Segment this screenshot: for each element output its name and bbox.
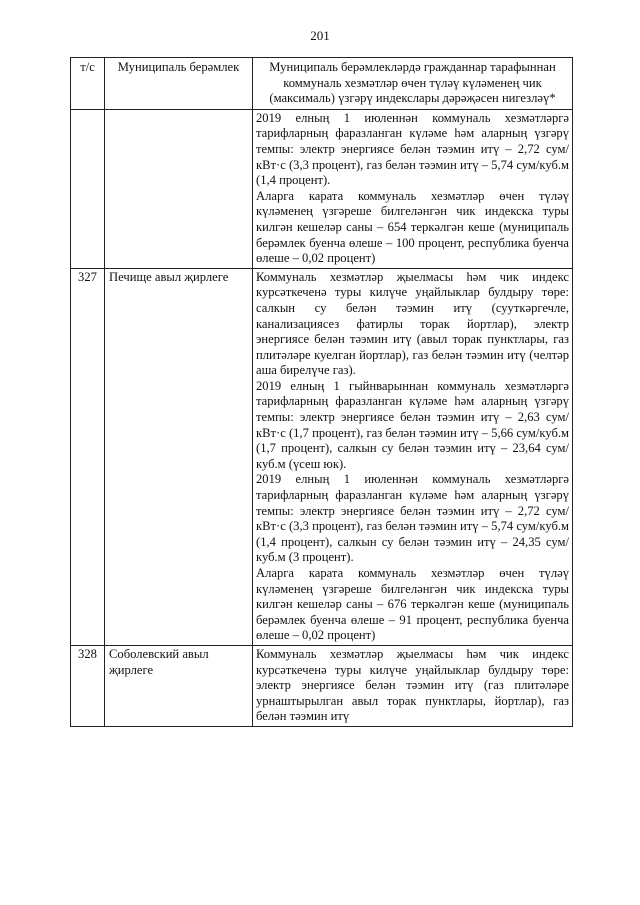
row-basis [253,268,573,645]
row-basis [253,645,573,726]
table-row [71,645,573,726]
row-basis [253,109,573,268]
header-basis: Муниципаль берәмлекләрдә гражданнар тарафыннан коммуналь хезмәтләр өчен түләү күләменең чик (максималь) үзгәрү индекслары дәрәҗәсен нигезләү* [253,58,573,110]
table-row [71,268,573,645]
basis-paragraph: 2019 елның 1 гыйнварыннан коммуналь хезмәтләргә тарифларның фаразланган күләме һәм аларның үзгәрү темпы: электр энергиясе белән тәэмин итү – 2,63 сум/кВт·с (1,7 процент), газ белән тәэмин итү – 5,66 сум/куб.м (1,7 процент), салкын су белән тәэмин итү – 23,64 сум/куб.м (үсеш юк). [256,378,569,471]
basis-paragraph: Аларга карата коммуналь хезмәтләр өчен түләү күләменең үзгәреше билгеләнгән чик индекска туры килгән кешеләр саны – 676 теркәлгән кеше (муниципаль берәмлек буенча өлеше – 91 процент, республика буенча өлеше – 0,02 процент) [256,566,569,643]
table-header-row [71,58,573,110]
header-municipality: Муниципаль берәмлек [105,58,253,110]
header-number: т/с [71,58,105,110]
basis-paragraph: Коммуналь хезмәтләр җыелмасы һәм чик индекс курсәткеченә туры килүче уңайлыклар булдыру төре: электр энергиясе белән тәэмин итү (газ плитәләре урнаштырылган авыл торак пунктлары, йортлар), газ белән тәэмин итү [256,646,569,724]
row-municipality [105,109,253,268]
tariff-index-table [70,57,573,727]
basis-paragraph: 2019 елның 1 июленнән коммуналь хезмәтләргә тарифларның фаразланган күләме һәм аларның үзгәрү темпы: электр энергиясе белән тәэмин итү – 2,72 сум/кВт·с (3,3 процент), газ белән тәэмин итү – 5,74 сум/куб.м (1,4 процент). [256,110,569,188]
row-number [71,109,105,268]
basis-paragraph: 2019 елның 1 июленнән коммуналь хезмәтләргә тарифларның фаразланган күләме һәм аларның үзгәрү темпы: электр энергиясе белән тәэмин итү – 2,72 сум/кВт·с (3,3 процент), газ белән тәэмин итү – 5,74 сум/куб.м (1,4 процент), салкын су белән тәэмин итү – 24,35 сум/куб.м (3 процент). [256,472,569,565]
row-municipality: Печище авыл җирлеге [105,268,253,645]
page-number: 201 [310,28,330,43]
row-number: 327 [71,268,105,645]
row-municipality: Соболевский авыл җирлеге [105,645,253,726]
table-row [71,109,573,268]
row-number: 328 [71,645,105,726]
basis-paragraph: Аларга карата коммуналь хезмәтләр өчен түләү күләменең үзгәреше билгеләнгән чик индекска туры килгән кешеләр саны – 654 теркәлгән кеше (муниципаль берәмлек буенча өлеше – 100 процент, республика буенча өлеше – 0,02 процент) [256,188,569,266]
basis-paragraph: Коммуналь хезмәтләр җыелмасы һәм чик индекс курсәткеченә туры килүче уңайлыклар булдыру төре: салкын су белән тәэмин итү (сууткәргечле, канализациясез фатирлы торак йортлар), электр энергиясе белән тәэмин итү (авыл торак пунктлары, газ плитәләре куелган йортлар), газ белән тәэмин итү (челтәр аша бирелүче газ). [256,269,569,378]
